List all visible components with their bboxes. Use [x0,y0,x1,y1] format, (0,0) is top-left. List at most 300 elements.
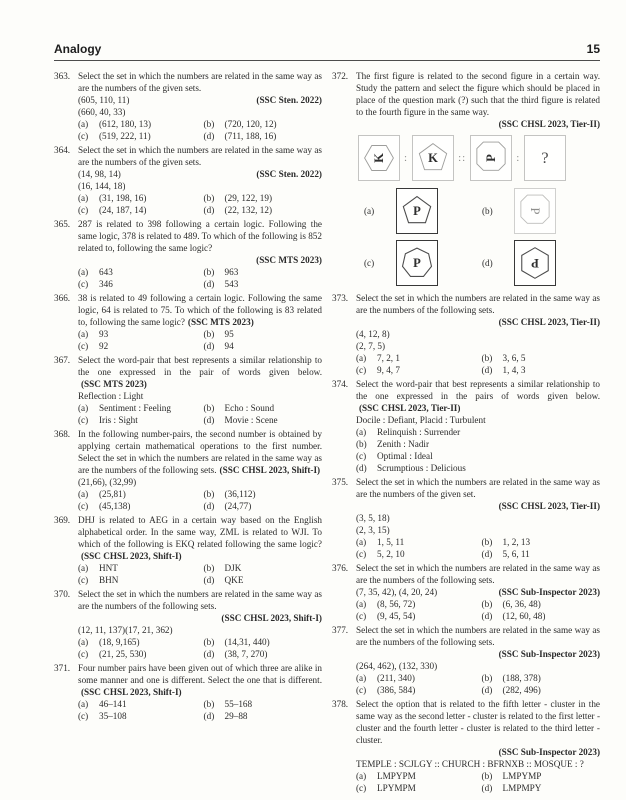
given-set-line [356,758,600,770]
option [78,710,204,722]
given-set: (16, 144, 18) [78,181,126,191]
question-statement: 38 is related to 49 following a certain logic. Following the same logic, 64 is related to 75. To which of the following is 83 related to, following the same logic? (SSC MTS 2023) [78,293,322,327]
option-text: (36,112) [224,489,256,499]
question-statement: Select the set in which the numbers are related in the same way as are the numbers of the following sets. [356,563,600,585]
figure-option [364,240,482,286]
question [332,476,600,560]
question [332,70,600,290]
option-label: (d) [203,341,215,351]
option-label: (d) [203,279,215,289]
letter-glyph: P [531,256,539,270]
option-label: (b) [482,206,493,216]
option-label: (b) [203,193,215,203]
given-set-line [78,168,322,180]
chapter-title: Analogy [54,42,102,56]
question-statement: Select the set in which the numbers are related in the same way as are the numbers of the given sets. [78,71,322,93]
given-set-line [356,524,600,536]
option-label: (d) [481,783,493,793]
option-text: (612, 180, 13) [99,119,152,129]
option-label: (a) [78,119,89,129]
option-text: 963 [224,267,239,277]
question-number: 376. [332,563,349,573]
colon-separator: : [404,152,409,164]
figure-shape-svg [399,191,435,231]
question-statement: 287 is related to 398 following a certain logic. Following the same logic, 378 is related to 489. To which of the following is 852 related to, following the same logic? [78,219,322,253]
source-tag: (SSC Sten. 2022) [256,95,322,105]
question-body [356,624,600,696]
question-number: 365. [54,219,71,229]
question-body [78,218,322,290]
option-label: (b) [203,119,215,129]
option-text: 29–88 [224,711,248,721]
question-body [356,70,600,290]
option [482,770,600,782]
given-set: (605, 110, 11) [78,95,130,105]
option-text: (21, 25, 530) [99,649,147,659]
question-number: 374. [332,379,349,389]
option [204,118,322,130]
option-label: (c) [356,365,367,375]
option-text: Sentiment : Feeling [99,403,171,413]
figure-shape-svg [361,138,397,178]
option [204,340,322,352]
option [356,610,482,622]
source-tag: (SSC MTS 2023) [187,317,254,327]
question-number: 377. [332,625,349,635]
option-text: (14,31, 440) [224,637,270,647]
option-text: 94 [224,341,234,351]
option-label: (b) [203,403,215,413]
given-set-line [78,180,322,192]
option-text: (211, 340) [377,673,415,683]
source-tag: (SSC MTS 2023) [81,379,147,389]
figure-option [364,188,482,234]
option-label: (d) [356,463,367,473]
option-text: 5, 6, 11 [502,549,530,559]
option [356,598,482,610]
option-label: (b) [356,439,367,449]
question-number: 370. [54,589,71,599]
option-text: (38, 7, 270) [224,649,268,659]
option-text: LMPMPY [502,783,542,793]
option-text: 346 [99,279,113,289]
option-text: (24, 187, 14) [99,205,147,215]
option-text: 543 [224,279,239,289]
option [78,574,204,586]
given-set-line [356,586,600,598]
option [78,402,204,414]
option [482,610,600,622]
source-tag: (SSC CHSL 2023, Shift-I) [81,687,182,697]
option-label: (c) [78,711,89,721]
question-body [78,514,322,586]
option [482,782,600,794]
option-label: (d) [481,611,493,621]
figure-shape-svg [527,138,563,178]
question-number: 364. [54,145,71,155]
option-label: (b) [203,637,215,647]
question-body [78,428,322,512]
given-set-line [356,512,600,524]
option-label: (d) [203,415,215,425]
option [204,500,322,512]
given-set-line [356,328,600,340]
column-left [54,70,322,796]
option-label: (b) [481,771,493,781]
figure-shape-svg [415,138,451,178]
option-text: Echo : Sound [224,403,275,413]
question-statement: Select the set in which the numbers are related in the same way as are the numbers of the following sets. [356,293,600,315]
options [356,672,600,696]
source-tag-line [356,316,600,328]
option [356,462,600,474]
option-text: (386, 584) [377,685,416,695]
option [356,450,600,462]
source-tag: (SSC MTS 2023) [256,255,322,265]
option [204,266,322,278]
question-statement: Select the word-pair that best represents a similar relationship to the one expressed in the pairs of words given below.(SSC CHSL 2023, Tier-II) [356,379,600,413]
question [332,292,600,376]
option [356,548,482,560]
option [482,684,600,696]
option-text: (188, 378) [502,673,541,683]
question-number: 366. [54,293,71,303]
question-number: 367. [54,355,71,365]
given-set: (4, 12, 8) [356,329,390,339]
analogy-figure [358,135,600,286]
question [332,698,600,794]
source-tag: (SSC Sub-Inspector 2023) [498,747,600,757]
figure-option [482,188,600,234]
given-set: (2, 7, 5) [356,341,386,351]
option-text: 92 [99,341,109,351]
question-number: 369. [54,515,71,525]
letter-glyph: K [428,151,438,165]
source-tag: (SSC CHSL 2023, Shift-I) [81,551,182,561]
question [54,292,322,352]
options [356,426,600,474]
option [78,340,204,352]
given-set: (3, 5, 18) [356,513,390,523]
question-statement: Select the set in which the numbers are related in the same way as are the numbers of the given set. [356,477,600,499]
option [356,684,482,696]
option-label: (a) [356,427,367,437]
option-label: (c) [78,575,89,585]
option-label: (c) [356,783,367,793]
option-label: (c) [356,451,367,461]
given-set: (12, 11, 137)(17, 21, 362) [78,625,173,635]
letter-glyph: P [413,256,421,270]
option-label: (a) [356,353,367,363]
option [78,278,204,290]
option-label: (b) [203,267,215,277]
given-set-line [78,624,322,636]
option-label: (c) [356,611,367,621]
option [482,672,600,684]
option-label: (a) [356,537,367,547]
option-text: 1, 2, 13 [502,537,531,547]
given-set-line [78,476,322,488]
option-text: LMPYPM [377,771,416,781]
source-tag: (SSC Sub-Inspector 2023) [498,587,600,597]
option-text: QKE [224,575,244,585]
question-statement: Select the option that is related to the fifth letter - cluster in the same way as the second letter - cluster is related to the first letter - cluster and the fourth letter - cluster is related to the third letter - cluster. [356,699,600,745]
question-statement: In the following number-pairs, the second number is obtained by applying certain mathematical operations to the first number. Select the set in which the numbers are related in the same way as are the numbers of the following sets. (SSC CHSL 2023, Shift-I) [78,429,322,475]
option-label: (a) [78,637,89,647]
figure-octagon-box [470,135,512,181]
question [54,144,322,216]
option [204,562,322,574]
question [332,562,600,622]
option-text: 93 [99,329,109,339]
option-text: DJK [224,563,242,573]
given-set-line [78,106,322,118]
option [356,782,482,794]
given-set: (660, 40, 33) [78,107,126,117]
option [78,118,204,130]
option-text: HNT [99,563,118,573]
letter-glyph: K [372,153,386,163]
option [356,352,482,364]
option [78,500,204,512]
figure-shape-svg [517,191,553,231]
question-body [356,698,600,794]
option-label: (c) [78,501,89,511]
given-set: (7, 35, 42), (4, 20, 24) [356,587,438,597]
figure-options [364,188,600,286]
option [78,488,204,500]
options [78,562,322,586]
option [78,636,204,648]
figure-shape-svg [399,243,435,283]
option [204,130,322,142]
option-text: Scrumptious : Delicious [377,463,466,473]
option-text: Zenith : Nadir [377,439,430,449]
option [356,364,482,376]
source-tag: (SSC Sub-Inspector 2023) [498,649,600,659]
option-label: (d) [203,501,215,511]
source-tag: (SSC CHSL 2023, Tier-II) [498,317,600,327]
question-number: 363. [54,71,71,81]
option-text: (720, 120, 12) [224,119,277,129]
source-tag-line [78,254,322,266]
colon-separator: : [516,152,521,164]
options [78,402,322,426]
option-label: (c) [356,549,367,559]
question-body [78,662,322,722]
option [78,204,204,216]
option [78,130,204,142]
option [356,672,482,684]
question-statement: The first figure is related to the second figure in a certain way. Study the pattern and select the figure which should be placed in place of the question mark (?) such that the third figure is related to the fourth figure in the same way. [356,71,600,117]
options [78,266,322,290]
figure-hexagon-pointy-box [514,240,556,286]
given-set: (2, 3, 15) [356,525,390,535]
given-set: TEMPLE : SCJLGY :: CHURCH : BFRNXB :: MOSQUE : ? [356,759,584,769]
options [356,770,600,794]
question [54,354,322,426]
given-set-line [78,390,322,402]
question [332,624,600,696]
options [78,192,322,216]
question-statement: Select the set in which the numbers are related in the same way as are the numbers of the given sets. [78,145,322,167]
option-label: (d) [203,205,215,215]
option-text: (8, 56, 72) [377,599,416,609]
source-tag: (SSC CHSL 2023, Tier-II) [498,501,600,511]
option-label: (d) [203,649,215,659]
option-text: Iris : Sight [99,415,138,425]
figure-shape-svg [473,138,509,178]
figure-shape-svg [517,243,553,283]
option [356,770,482,782]
option-label: (d) [481,549,493,559]
question-body [78,144,322,216]
source-tag-line [356,500,600,512]
option-text: 1, 5, 11 [377,537,405,547]
option-label: (c) [78,279,89,289]
option-text: (25,81) [99,489,126,499]
option-text: Relinquish : Surrender [377,427,461,437]
option [482,536,600,548]
options [78,698,322,722]
option-text: 7, 2, 1 [377,353,400,363]
option-label: (a) [78,489,89,499]
question-statement: Select the set in which the numbers are related in the same way as are the numbers of the following sets. [356,625,600,647]
option [78,562,204,574]
option [204,414,322,426]
option-text: (711, 188, 16) [224,131,277,141]
option-text: (9, 45, 54) [377,611,416,621]
option [482,548,600,560]
question-body [356,562,600,622]
letter-glyph: P [413,204,421,218]
given-set-line [356,660,600,672]
source-tag-line [78,612,322,624]
given-set-line [356,340,600,352]
source-tag: (SSC Sten. 2022) [256,169,322,179]
option [204,204,322,216]
option-text: (22, 132, 12) [224,205,273,215]
question [54,514,322,586]
given-set: (21,66), (32,99) [78,477,137,487]
option-label: (a) [78,267,89,277]
option-label: (a) [356,599,367,609]
option-text: LPYMPM [377,783,416,793]
option-text: BHN [99,575,119,585]
figure-octagon-box [514,188,556,234]
option-text: 35–108 [99,711,127,721]
option [204,698,322,710]
option-label: (b) [203,699,215,709]
option-text: 9, 4, 7 [377,365,400,375]
question-statement: DHJ is related to AEG in a certain way based on the English alphabetical order. In the same way, ZML is related to WJI. To which of the following is EKQ related following the same logic?(SSC CHSL 2023, Shift-I) [78,515,322,561]
page-number: 15 [586,42,600,56]
question-body [78,588,322,660]
option [78,192,204,204]
option-label: (b) [203,563,215,573]
given-set: Docile : Defiant, Placid : Turbulent [356,415,486,425]
letter-glyph: P [484,154,499,162]
given-set: Reflection : Light [78,391,144,401]
option-label: (c) [78,649,89,659]
question-number: 372. [332,71,349,81]
option [204,574,322,586]
option-label: (d) [203,575,215,585]
question [54,588,322,660]
figure-pentagon-box [396,188,438,234]
option-text: (282, 496) [502,685,541,695]
option-text: (18, 9,165) [99,637,140,647]
option-label: (a) [356,673,367,683]
given-set: (14, 98, 14) [78,169,121,179]
question [54,428,322,512]
question-statement: Four number pairs have been given out of which three are alike in some manner and one is different. Select the one that is different.(SSC CHSL 2023, Shift-I) [78,663,322,697]
option [78,648,204,660]
source-tag: (SSC CHSL 2023, Tier-II) [359,403,461,413]
option-label: (d) [482,258,493,268]
option-label: (a) [364,206,375,216]
question-number: 375. [332,477,349,487]
option [356,438,600,450]
option [204,278,322,290]
option-label: (b) [481,353,493,363]
option-text: 5, 2, 10 [377,549,405,559]
option-label: (b) [203,489,215,499]
option-text: LMPYMP [502,771,542,781]
option-text: 643 [99,267,113,277]
option-text: (45,138) [99,501,131,511]
options [78,328,322,352]
option-text: (6, 36, 48) [502,599,541,609]
option-label: (c) [78,415,89,425]
option-label: (d) [203,131,215,141]
option-label: (d) [481,685,493,695]
question-statement: Select the word-pair that best represents a similar relationship to the one expressed in the pair of words given below.(SSC MTS 2023) [78,355,322,389]
page-header [54,42,600,61]
option [204,328,322,340]
given-set-line [356,414,600,426]
question-body [356,378,600,474]
option-text: (31, 198, 16) [99,193,147,203]
source-tag: (SSC CHSL 2023, Shift-I) [221,613,322,623]
option-text: (12, 60, 48) [502,611,546,621]
option [78,414,204,426]
option-label: (a) [78,193,89,203]
figure-pentagon-box [412,135,454,181]
option-label: (a) [78,403,89,413]
options [356,536,600,560]
question [332,378,600,474]
option [204,710,322,722]
figure-question-mark-box [524,135,566,181]
option-label: (c) [364,258,375,268]
figure-heptagon-box [396,240,438,286]
figure-hexagon-box [358,135,400,181]
source-tag-line [356,648,600,660]
option-label: (c) [78,131,89,141]
option-text: 46–141 [99,699,127,709]
question-body [356,292,600,376]
question-body [78,70,322,142]
option-label: (b) [203,329,215,339]
question [54,70,322,142]
option [204,636,322,648]
option [78,698,204,710]
question-number: 368. [54,429,71,439]
option-label: (d) [203,711,215,721]
given-set: (264, 462), (132, 330) [356,661,438,671]
option-label: (a) [356,771,367,781]
